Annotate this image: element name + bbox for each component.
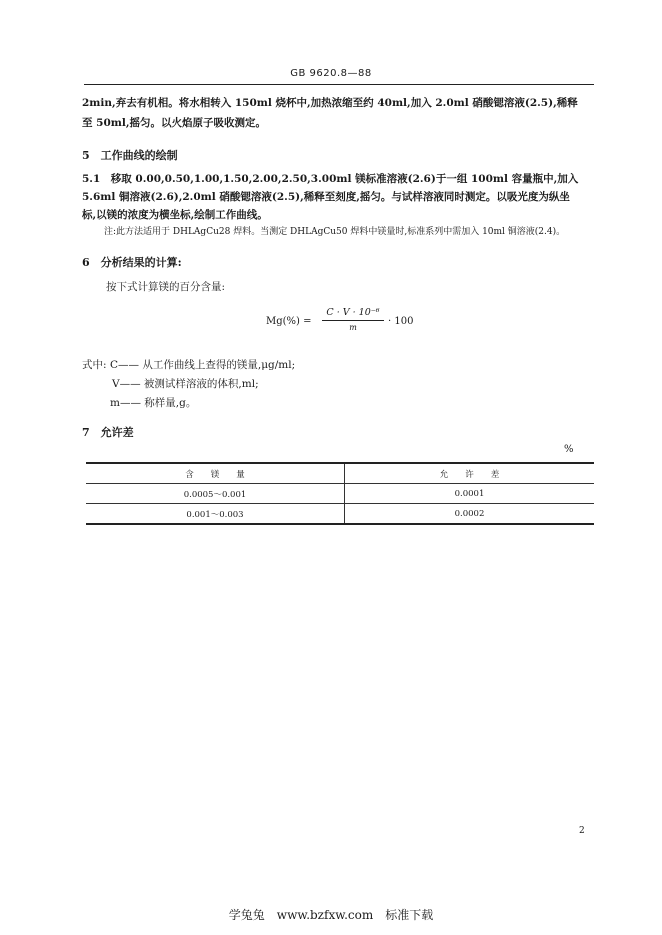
footer-watermark: 学兔兔 www.bzfxw.com 标准下载 xyxy=(228,908,434,922)
header-magnesium-content: 含 镁 量 xyxy=(86,463,345,484)
section-7-heading: 7 允许差 xyxy=(82,426,134,439)
cell-content: 0.0005～0.001 xyxy=(86,484,345,504)
var-m-definition: m—— 称样量,g。 xyxy=(110,397,197,409)
formula-lhs: Mg(%) = xyxy=(266,316,312,327)
intro-line-1: 2min,弃去有机相。将水相转入 150ml 烧杯中,加热浓缩至约 40ml,加入 2.0ml 硝酸锶溶液(2.5),稀释 xyxy=(82,97,578,109)
table-header-row xyxy=(86,463,594,484)
header-rule xyxy=(84,84,594,85)
section-5-1-line-3: 标,以镁的浓度为横坐标,绘制工作曲线。 xyxy=(82,209,268,221)
section-5-1-line-1: 5.1 移取 0.00,0.50,1.00,1.50,2.00,2.50,3.00ml 镁标准溶液(2.6)于一组 100ml 容量瓶中,加入 xyxy=(82,173,579,185)
page-number: 2 xyxy=(579,826,585,836)
tolerance-table xyxy=(86,462,594,525)
formula-numerator: C · V · 10⁻⁶ xyxy=(322,307,384,321)
section-5-1-line-2: 5.6ml 铜溶液(2.6),2.0ml 硝酸锶溶液(2.5),稀释至刻度,摇匀。与试样溶液同时测定。以吸光度为纵坐 xyxy=(82,191,570,203)
section-6-intro: 按下式计算镁的百分含量: xyxy=(106,281,226,293)
var-v-definition: V—— 被测试样溶液的体积,ml; xyxy=(112,378,259,390)
section-5-heading: 5 工作曲线的绘制 xyxy=(82,149,178,162)
table-row xyxy=(86,484,594,504)
section-6-heading: 6 分析结果的计算: xyxy=(82,256,182,269)
cell-tolerance: 0.0001 xyxy=(345,484,595,504)
where-label: 式中: xyxy=(82,359,107,371)
table-row xyxy=(86,504,594,525)
cell-tolerance: 0.0002 xyxy=(345,504,595,525)
page-header: GB 9620.8—88 xyxy=(290,68,372,79)
header-tolerance: 允 许 差 xyxy=(345,463,595,484)
var-c-definition: C—— 从工作曲线上查得的镁量,μg/ml; xyxy=(110,359,296,371)
formula-denominator: m xyxy=(349,323,357,332)
formula-fraction xyxy=(322,307,384,332)
intro-line-2: 至 50ml,摇匀。以火焰原子吸收测定。 xyxy=(82,117,267,129)
cell-content: 0.001～0.003 xyxy=(86,504,345,525)
formula-rhs: · 100 xyxy=(388,316,414,327)
unit-label: % xyxy=(564,444,574,455)
section-5-note: 注:此方法适用于 DHLAgCu28 焊料。当测定 DHLAgCu50 焊料中镁量时,标准系列中需加入 10ml 铜溶液(2.4)。 xyxy=(104,227,566,237)
